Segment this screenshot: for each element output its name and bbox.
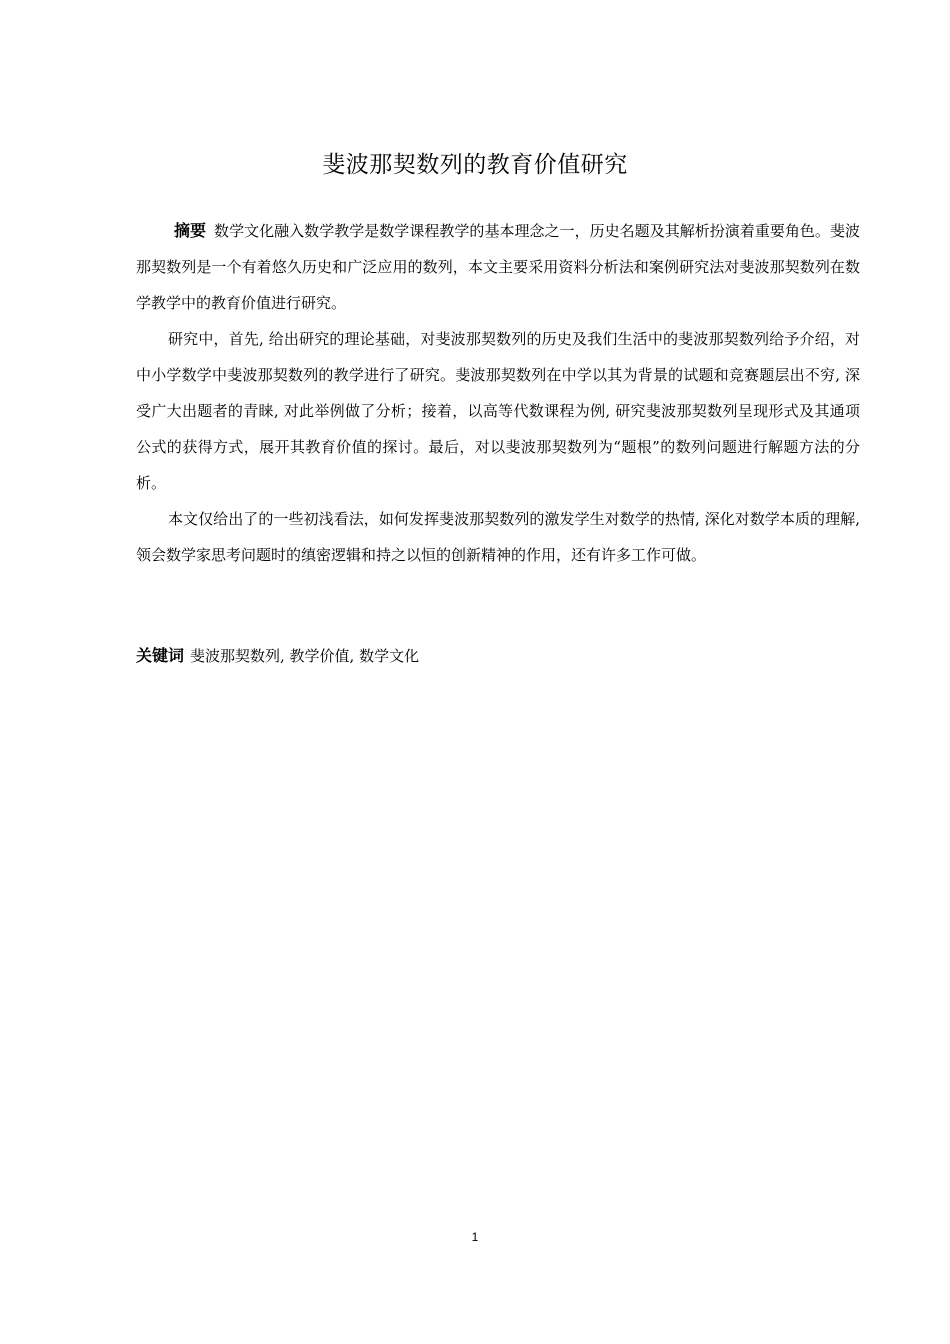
keywords-label: 关键词 (136, 646, 185, 665)
page-title: 斐波那契数列的教育价值研究 (322, 152, 628, 178)
abstract-paragraph-1 (136, 213, 860, 321)
keywords-section (136, 642, 860, 670)
page-number: 1 (471, 1230, 479, 1244)
abstract-text-1: 数学文化融入数学教学是数学课程教学的基本理念之一，历史名题及其解析扮演着重要角色。斐波那契数列是一个有着悠久历史和广泛应用的数列，本文主要采用资料分析法和案例研究法对斐波那契数列在数学教学中的教育价值进行研究。 (136, 222, 860, 312)
abstract-label: 摘要 (174, 221, 207, 240)
abstract-paragraph-3: 本文仅给出了的一些初浅看法，如何发挥斐波那契数列的激发学生对数学的热情, 深化对数学本质的理解, 领会数学家思考问题时的缜密逻辑和持之以恒的创新精神的作用，还有许多工作可做。 (136, 510, 860, 564)
abstract-paragraph-2: 研究中，首先, 给出研究的理论基础，对斐波那契数列的历史及我们生活中的斐波那契数列给予介绍，对中小学数学中斐波那契数列的教学进行了研究。斐波那契数列在中学以其为背景的试题和竞赛题层出不穷, 深受广大出题者的青睐, 对此举例做了分析；接着，以高等代数课程为例, 研究斐波那契数列呈现形式及其通项公式的获得方式，展开其教育价值的探讨。最后，对以斐波那契数列为“题根”的数列问题进行解题方法的分析。 (136, 330, 860, 492)
abstract-section (136, 213, 860, 573)
keywords-value: 斐波那契数列, 教学价值, 数学文化 (190, 647, 420, 665)
